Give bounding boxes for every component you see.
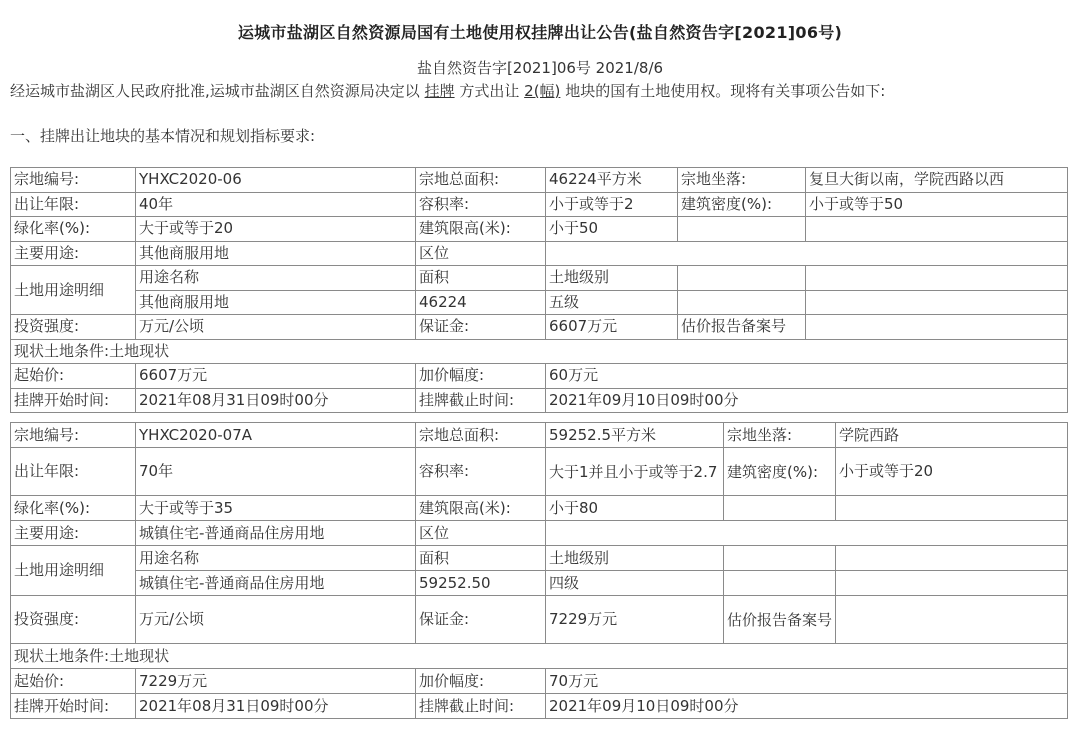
value-start-time: 2021年08月31日09时00分 (136, 388, 416, 413)
label-area: 面积 (416, 266, 546, 291)
label-far: 容积率: (416, 448, 546, 496)
empty-cell (836, 496, 1068, 521)
empty-cell (724, 546, 836, 571)
table-row (11, 546, 1068, 571)
value-height: 小于50 (546, 217, 678, 242)
value-area: 59252.50 (416, 571, 546, 596)
table-row (11, 217, 1068, 242)
label-condition: 现状土地条件: (14, 341, 110, 360)
label-deposit: 保证金: (416, 315, 546, 340)
value-condition: 土地现状 (109, 341, 170, 360)
label-start-time: 挂牌开始时间: (11, 388, 136, 413)
label-appraisal: 估价报告备案号 (724, 596, 836, 644)
parcel-table-1 (10, 167, 1068, 413)
empty-cell (836, 571, 1068, 596)
value-main-use: 城镇住宅-普通商品住房用地 (136, 521, 416, 546)
label-main-use: 主要用途: (11, 521, 136, 546)
label-area: 面积 (416, 546, 546, 571)
table-row (11, 596, 1068, 644)
table-row (11, 339, 1068, 364)
value-invest: 万元/公顷 (136, 596, 416, 644)
empty-cell (806, 290, 1068, 315)
value-term: 70年 (136, 448, 416, 496)
label-total-area: 宗地总面积: (416, 423, 546, 448)
value-far: 大于1并且小于或等于2.7 (546, 448, 724, 496)
label-parcel-no: 宗地编号: (11, 168, 136, 193)
label-green: 绿化率(%): (11, 217, 136, 242)
table-row (11, 496, 1068, 521)
label-invest: 投资强度: (11, 315, 136, 340)
label-green: 绿化率(%): (11, 496, 136, 521)
value-total-area: 59252.5平方米 (546, 423, 724, 448)
label-main-use: 主要用途: (11, 241, 136, 266)
notice-title: 运城市盐湖区自然资源局国有土地使用权挂牌出让公告(盐自然资告字[2021]06号) (237, 23, 843, 42)
table-row (11, 423, 1068, 448)
intro-method: 挂牌 (424, 82, 455, 100)
label-grade: 土地级别 (546, 546, 724, 571)
table-row (11, 694, 1068, 719)
intro-prefix: 经运城市盐湖区人民政府批准,运城市盐湖区自然资源局决定以 (10, 82, 420, 100)
label-end-time: 挂牌截止时间: (416, 388, 546, 413)
label-deposit: 保证金: (416, 596, 546, 644)
label-use-name: 用途名称 (136, 546, 416, 571)
intro-suffix: 地块的国有土地使用权。现将有关事项公告如下: (565, 82, 886, 100)
value-end-time: 2021年09月10日09时00分 (546, 388, 1068, 413)
table-row (11, 290, 1068, 315)
empty-cell (724, 496, 836, 521)
value-area: 46224 (416, 290, 546, 315)
label-height: 建筑限高(米): (416, 217, 546, 242)
empty-cell (678, 290, 806, 315)
condition-cell (11, 644, 1068, 669)
label-invest: 投资强度: (11, 596, 136, 644)
empty-cell (678, 217, 806, 242)
section-heading: 一、挂牌出让地块的基本情况和规划指标要求: (10, 127, 316, 145)
label-zone: 区位 (416, 241, 546, 266)
value-start-time: 2021年08月31日09时00分 (136, 694, 416, 719)
table-row (11, 241, 1068, 266)
value-green: 大于或等于20 (136, 217, 416, 242)
value-start-price: 6607万元 (136, 364, 416, 389)
label-grade: 土地级别 (546, 266, 678, 291)
label-start-time: 挂牌开始时间: (11, 694, 136, 719)
label-term: 出让年限: (11, 448, 136, 496)
condition-cell (11, 339, 1068, 364)
label-far: 容积率: (416, 192, 546, 217)
value-total-area: 46224平方米 (546, 168, 678, 193)
label-increment: 加价幅度: (416, 669, 546, 694)
label-use-detail: 土地用途明细 (11, 266, 136, 315)
empty-cell (836, 546, 1068, 571)
label-density: 建筑密度(%): (678, 192, 806, 217)
value-parcel-no: YHXC2020-07A (136, 423, 416, 448)
value-grade: 四级 (546, 571, 724, 596)
intro-paragraph (10, 80, 885, 101)
label-use-detail: 土地用途明细 (11, 546, 136, 596)
parcel-table-2 (10, 422, 1068, 719)
table-row (11, 521, 1068, 546)
value-start-price: 7229万元 (136, 669, 416, 694)
label-use-name: 用途名称 (136, 266, 416, 291)
table-row (11, 448, 1068, 496)
label-term: 出让年限: (11, 192, 136, 217)
value-green: 大于或等于35 (136, 496, 416, 521)
label-start-price: 起始价: (11, 364, 136, 389)
table-row (11, 644, 1068, 669)
value-term: 40年 (136, 192, 416, 217)
label-height: 建筑限高(米): (416, 496, 546, 521)
value-grade: 五级 (546, 290, 678, 315)
value-height: 小于80 (546, 496, 724, 521)
intro-count: 2(幅) (524, 82, 561, 100)
label-parcel-no: 宗地编号: (11, 423, 136, 448)
value-zone (546, 521, 1068, 546)
value-appraisal (836, 596, 1068, 644)
label-location: 宗地坐落: (724, 423, 836, 448)
value-appraisal (806, 315, 1068, 340)
value-use-name: 其他商服用地 (136, 290, 416, 315)
table-row (11, 571, 1068, 596)
value-invest: 万元/公顷 (136, 315, 416, 340)
table-row (11, 266, 1068, 291)
value-far: 小于或等于2 (546, 192, 678, 217)
value-main-use: 其他商服用地 (136, 241, 416, 266)
value-end-time: 2021年09月10日09时00分 (546, 694, 1068, 719)
label-total-area: 宗地总面积: (416, 168, 546, 193)
table-row (11, 669, 1068, 694)
label-zone: 区位 (416, 521, 546, 546)
label-location: 宗地坐落: (678, 168, 806, 193)
label-appraisal: 估价报告备案号 (678, 315, 806, 340)
value-parcel-no: YHXC2020-06 (136, 168, 416, 193)
value-location: 学院西路 (836, 423, 1068, 448)
empty-cell (724, 571, 836, 596)
value-density: 小于或等于20 (836, 448, 1068, 496)
value-use-name: 城镇住宅-普通商品住房用地 (136, 571, 416, 596)
value-deposit: 7229万元 (546, 596, 724, 644)
value-location: 复旦大街以南，学院西路以西 (806, 168, 1068, 193)
value-density: 小于或等于50 (806, 192, 1068, 217)
table-row (11, 315, 1068, 340)
label-end-time: 挂牌截止时间: (416, 694, 546, 719)
table-row (11, 388, 1068, 413)
notice-subtitle: 盐自然资告字[2021]06号 2021/8/6 (416, 59, 664, 77)
intro-mid: 方式出让 (459, 82, 520, 100)
value-increment: 70万元 (546, 669, 1068, 694)
empty-cell (806, 217, 1068, 242)
label-increment: 加价幅度: (416, 364, 546, 389)
table-row (11, 364, 1068, 389)
table-row (11, 168, 1068, 193)
empty-cell (806, 266, 1068, 291)
value-zone (546, 241, 1068, 266)
table-row (11, 192, 1068, 217)
value-deposit: 6607万元 (546, 315, 678, 340)
value-condition: 土地现状 (109, 646, 170, 665)
label-density: 建筑密度(%): (724, 448, 836, 496)
label-condition: 现状土地条件: (14, 646, 110, 665)
empty-cell (678, 266, 806, 291)
label-start-price: 起始价: (11, 669, 136, 694)
value-increment: 60万元 (546, 364, 1068, 389)
